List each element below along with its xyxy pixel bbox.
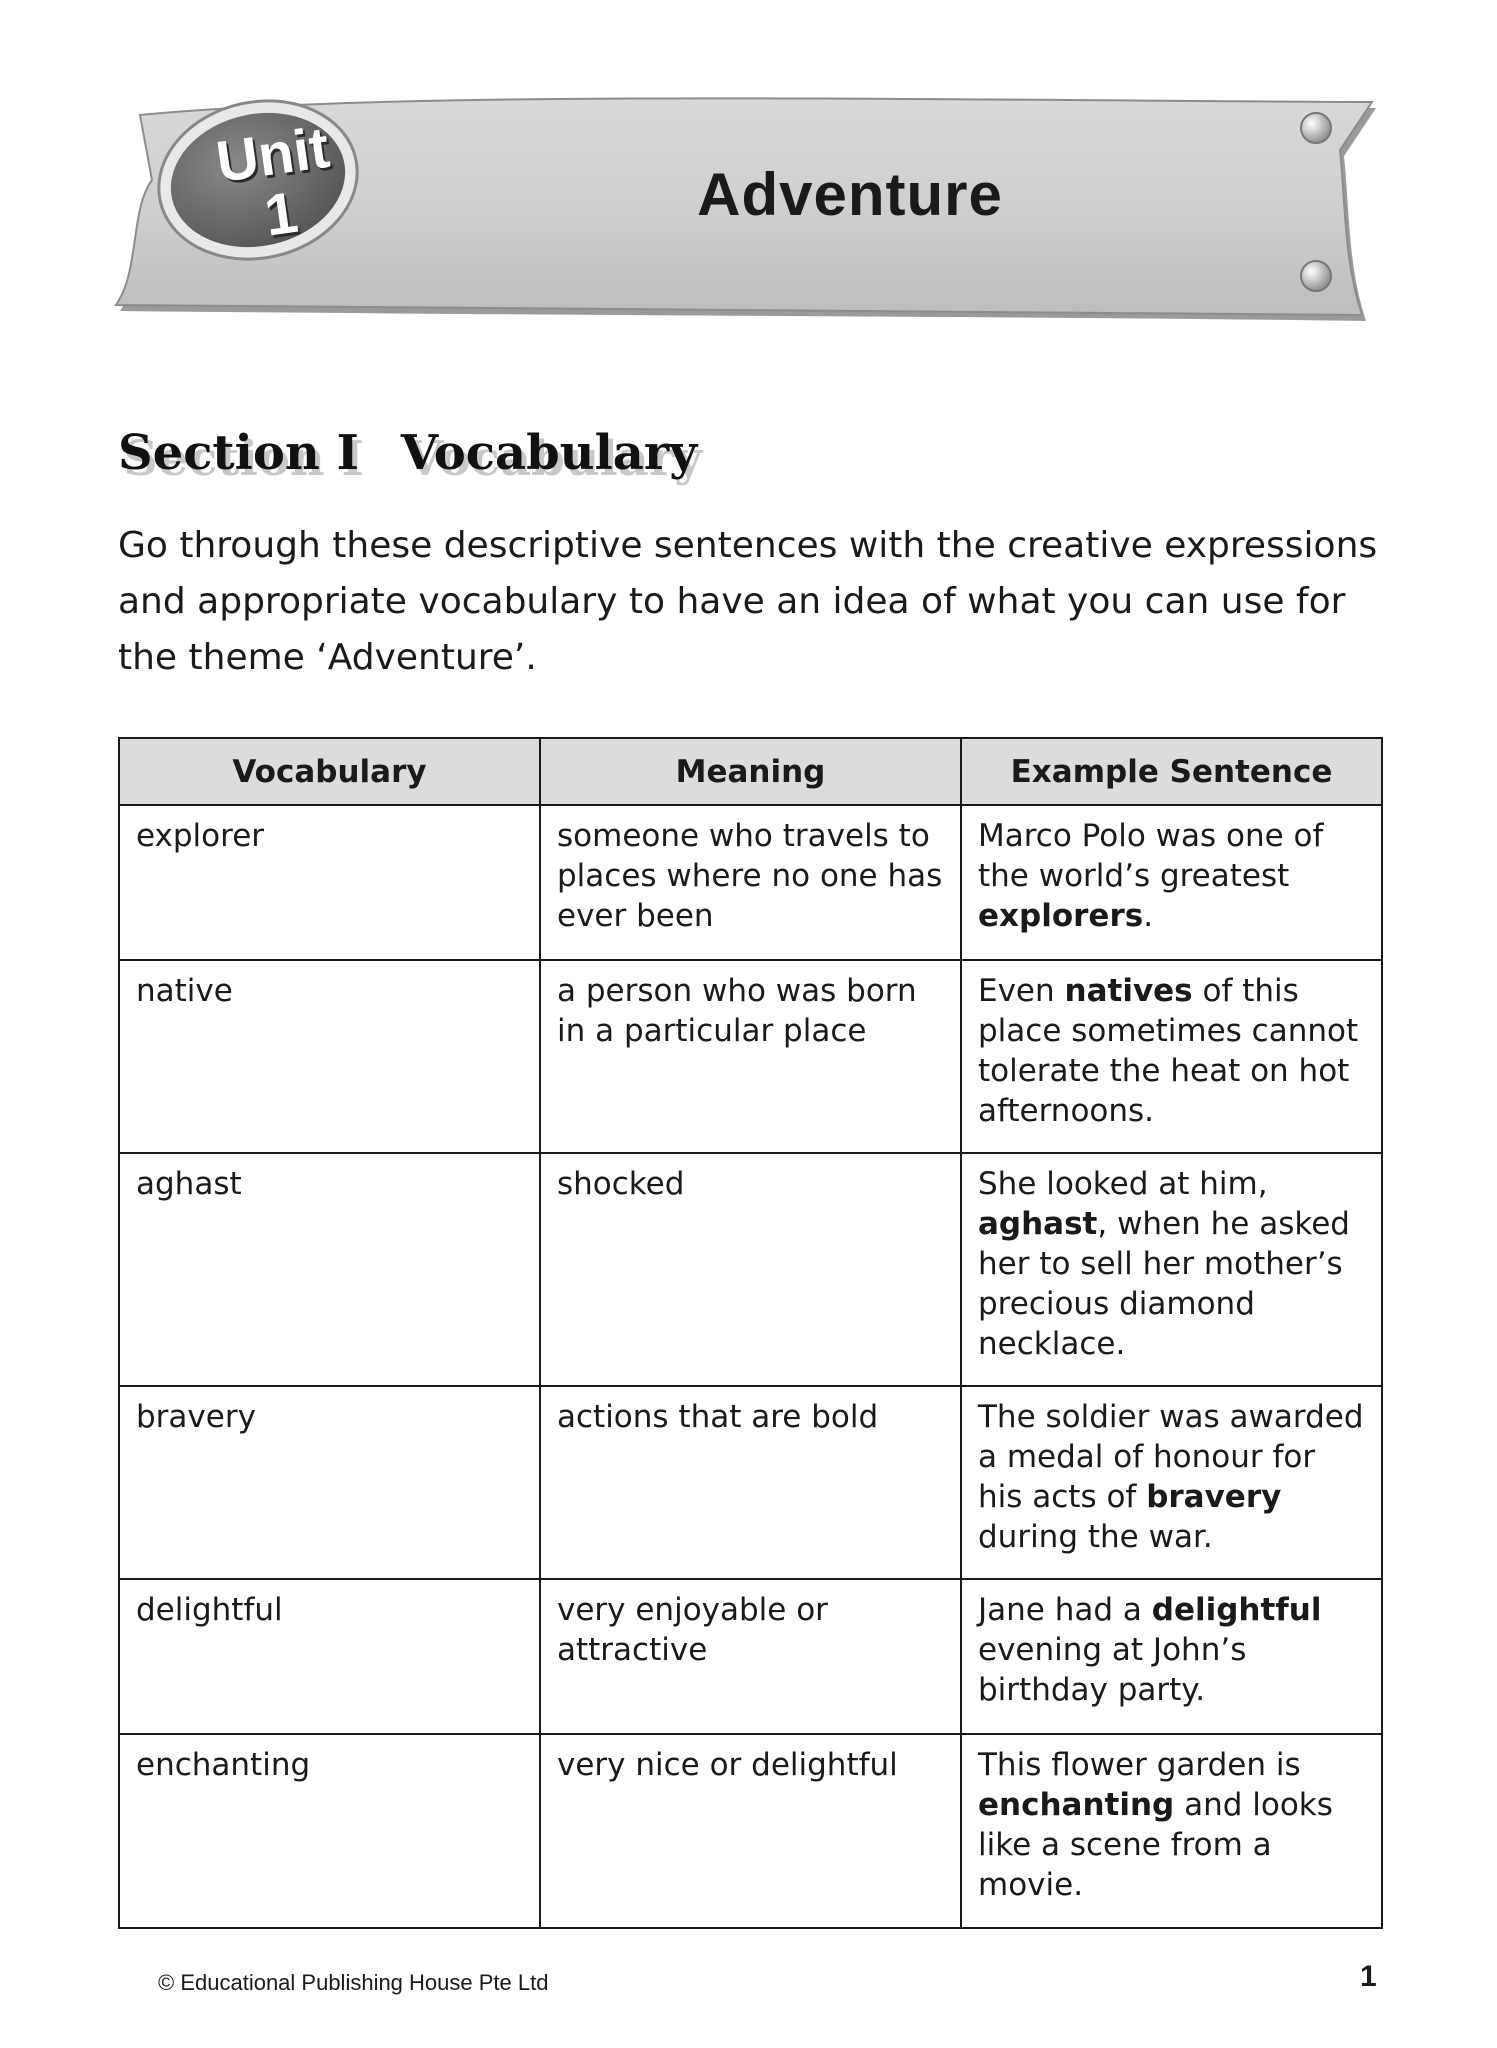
example-text: This flower garden is	[978, 1747, 1301, 1783]
example-cell	[961, 1386, 1382, 1579]
vocabulary-cell: enchanting	[119, 1734, 540, 1928]
footer-copyright: © Educational Publishing House Pte Ltd	[158, 1970, 549, 1995]
meaning-cell: actions that are bold	[540, 1386, 961, 1579]
vocabulary-cell: native	[119, 960, 540, 1153]
example-cell	[961, 1153, 1382, 1386]
header-example-sentence: Example Sentence	[961, 738, 1382, 805]
intro-paragraph: Go through these descriptive sentences with the creative expressions and appropriate vocabulary to have an idea of what you can use for the theme ‘Adventure’.	[118, 525, 1378, 678]
example-keyword: aghast	[978, 1206, 1098, 1242]
unit-banner	[100, 60, 1390, 330]
example-cell	[961, 805, 1382, 960]
table-row	[119, 805, 1382, 960]
vocabulary-table	[118, 737, 1383, 1929]
vocabulary-cell: explorer	[119, 805, 540, 960]
unit-number: 1	[260, 179, 302, 249]
unit-label: Unit	[212, 114, 334, 195]
example-text: Jane had a	[978, 1592, 1152, 1628]
example-text: evening at John’s birthday party.	[978, 1632, 1247, 1708]
example-keyword: enchanting	[978, 1787, 1175, 1823]
header-meaning: Meaning	[540, 738, 961, 805]
vocabulary-cell: delightful	[119, 1579, 540, 1734]
table-header-row	[119, 738, 1382, 805]
example-cell	[961, 1579, 1382, 1734]
example-keyword: natives	[1064, 973, 1193, 1009]
unit-title: Adventure	[697, 161, 1003, 228]
example-cell	[961, 960, 1382, 1153]
example-text: She looked at him,	[978, 1166, 1268, 1202]
example-text: Marco Polo was one of the world’s greatest	[978, 818, 1324, 894]
example-keyword: explorers	[978, 898, 1144, 934]
example-cell	[961, 1734, 1382, 1928]
example-text: of this place sometimes cannot tolerate the heat on hot afternoons.	[978, 973, 1359, 1129]
example-text: , when he asked her to sell her mother’s precious diamond necklace.	[978, 1206, 1350, 1362]
example-text: and looks like a scene from a movie.	[978, 1787, 1333, 1903]
example-keyword: bravery	[1146, 1479, 1282, 1515]
table-row	[119, 960, 1382, 1153]
section-name: Vocabulary	[400, 425, 698, 481]
vocabulary-cell: bravery	[119, 1386, 540, 1579]
header-vocabulary: Vocabulary	[119, 738, 540, 805]
section-heading	[118, 425, 697, 481]
section-label: Section I	[118, 425, 359, 481]
table-row	[119, 1734, 1382, 1928]
table-row	[119, 1153, 1382, 1386]
meaning-cell: shocked	[540, 1153, 961, 1386]
example-keyword: delightful	[1151, 1592, 1322, 1628]
page-number: 1	[1360, 1960, 1377, 1993]
example-text: during the war.	[978, 1519, 1213, 1555]
vocabulary-cell: aghast	[119, 1153, 540, 1386]
example-text: .	[1143, 898, 1154, 934]
table-row	[119, 1579, 1382, 1734]
meaning-cell: a person who was born in a particular place	[540, 960, 961, 1153]
example-text: Even	[978, 973, 1065, 1009]
table-row	[119, 1386, 1382, 1579]
meaning-cell: very nice or delightful	[540, 1734, 961, 1928]
meaning-cell: someone who travels to places where no one has ever been	[540, 805, 961, 960]
example-text: The soldier was awarded a medal of honour for his acts of	[978, 1399, 1364, 1515]
meaning-cell: very enjoyable or attractive	[540, 1579, 961, 1734]
